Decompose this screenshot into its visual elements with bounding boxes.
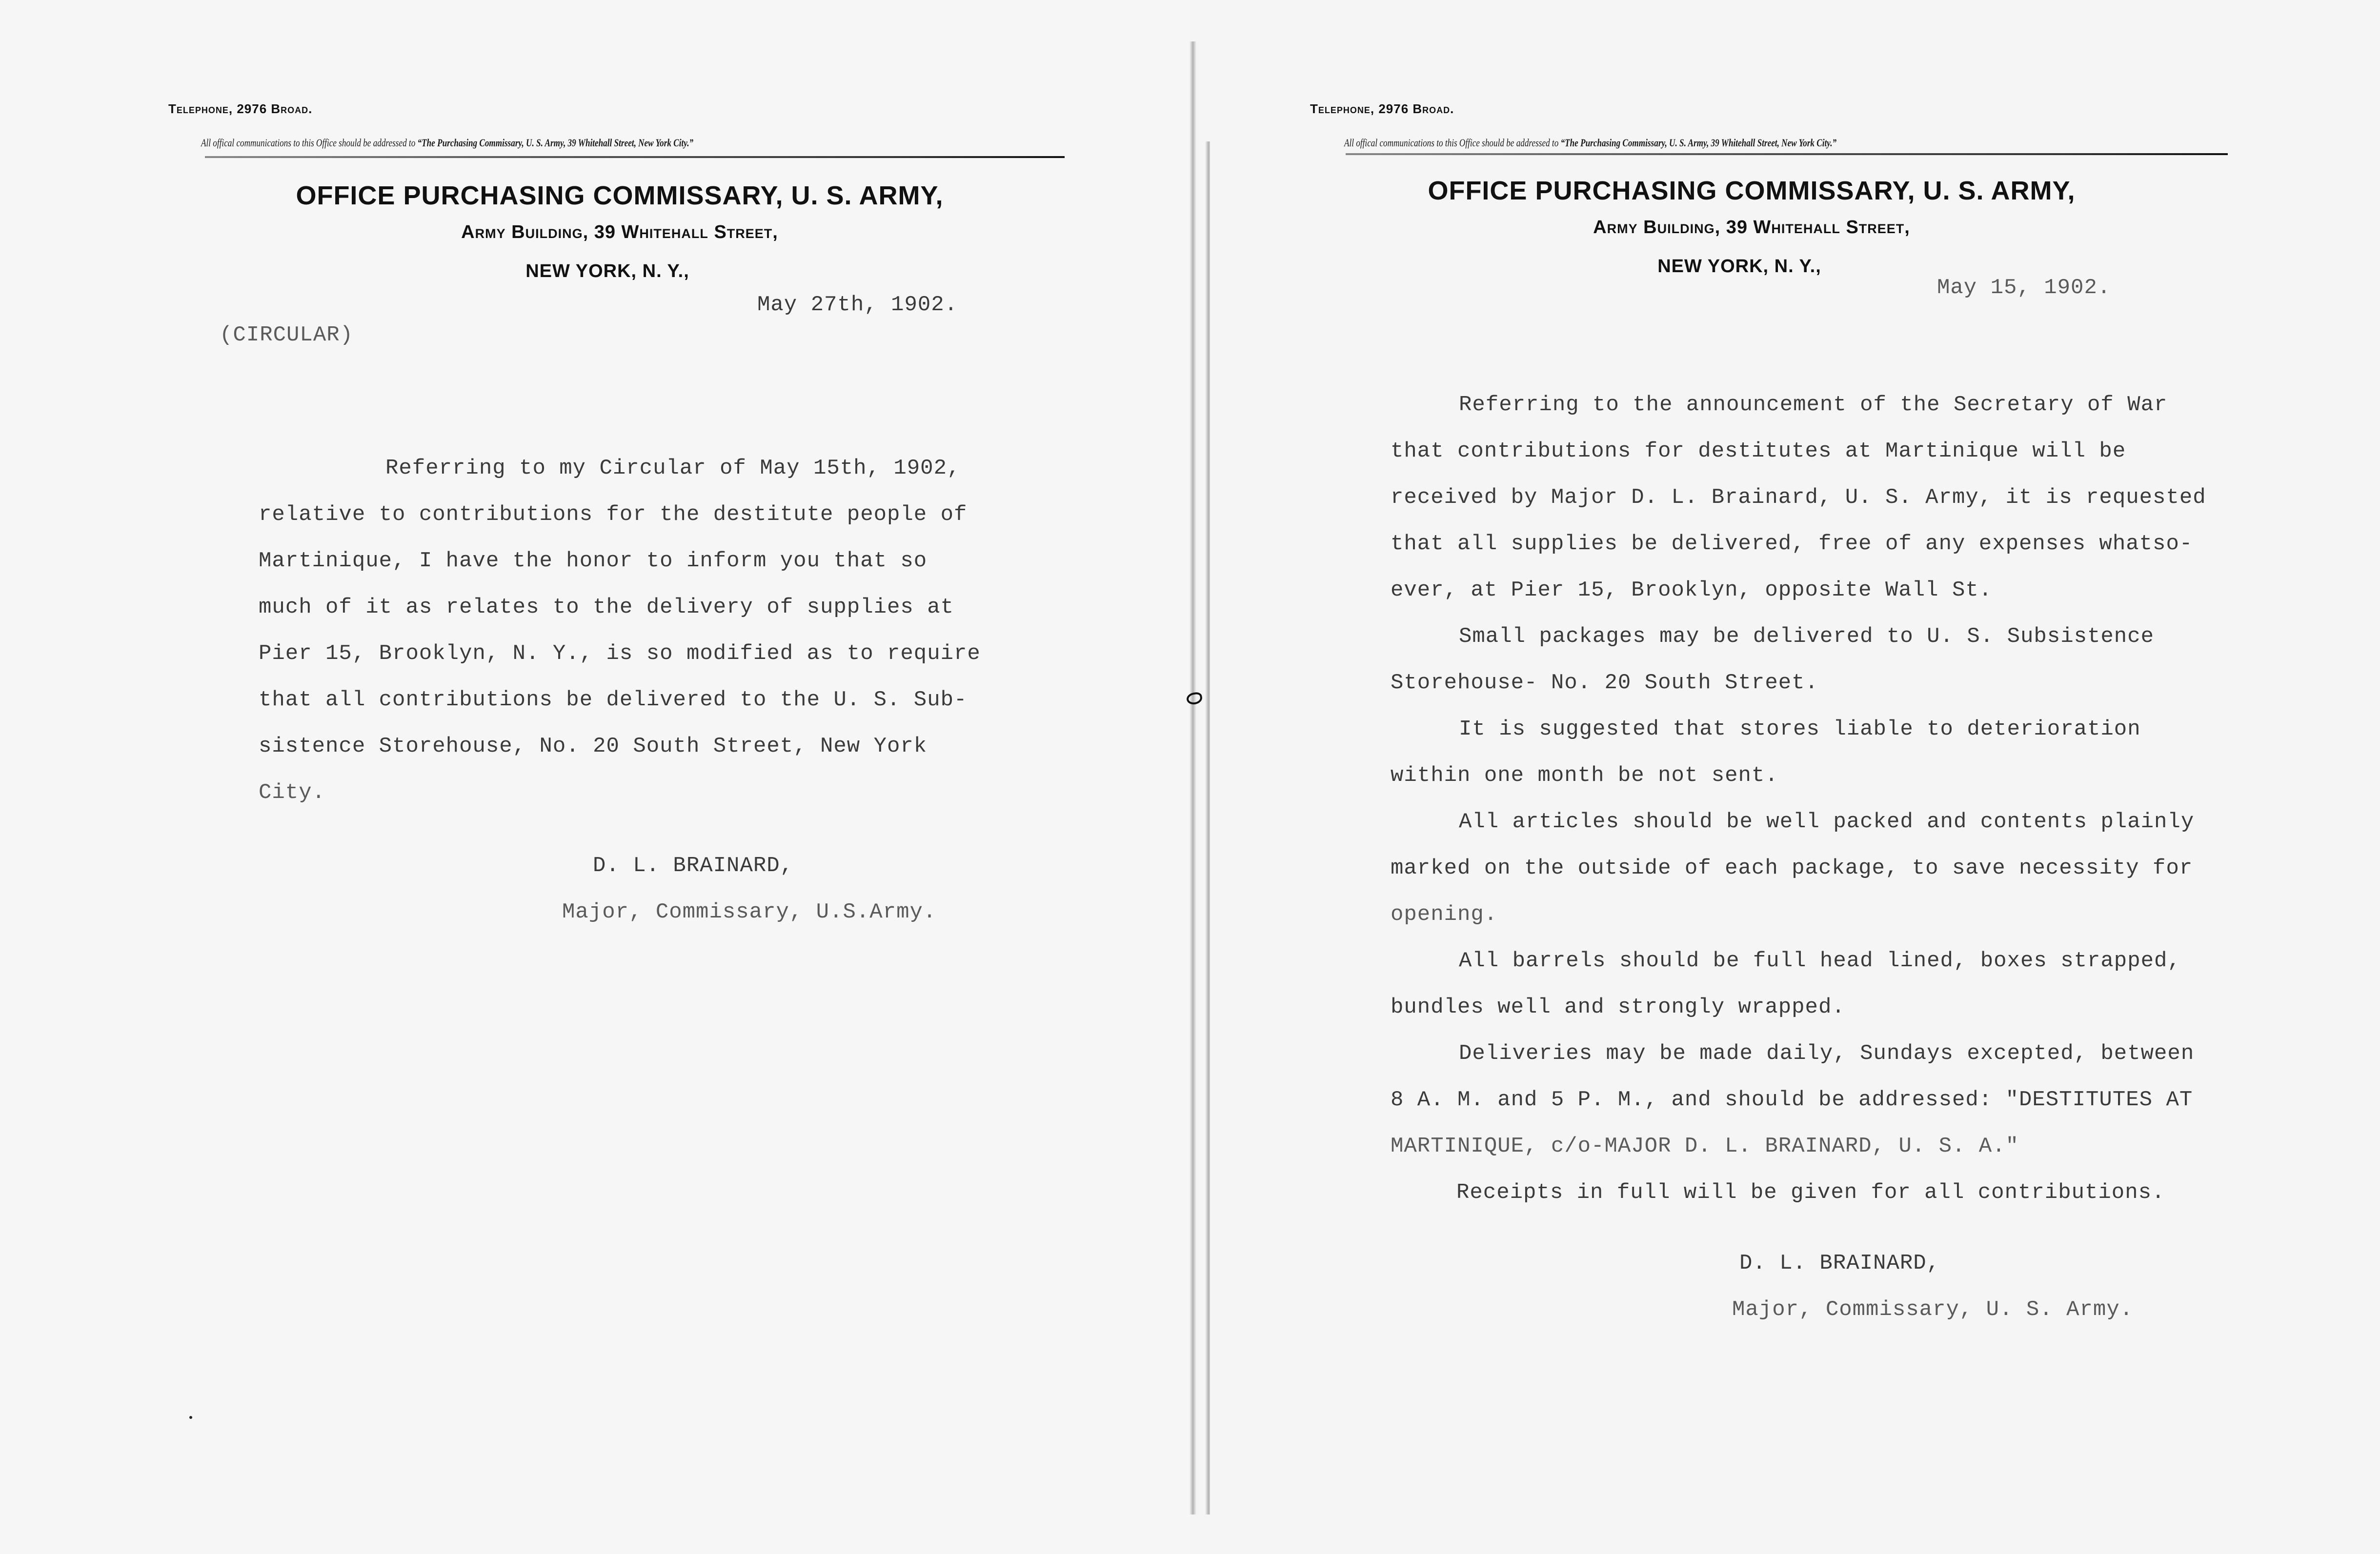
- body-line: received by Major D. L. Brainard, U. S. Army, it is requested: [1391, 485, 2206, 510]
- body-line: Martinique, I have the honor to inform you that so: [259, 549, 928, 573]
- telephone-line: Telephone, 2976 Broad.: [168, 101, 313, 116]
- letterhead-rule: [1346, 153, 2228, 155]
- letter-date: May 27th, 1902.: [757, 293, 958, 317]
- body-line: City.: [259, 780, 326, 805]
- body-line: relative to contributions for the destitute people of: [259, 502, 968, 527]
- notice-address: “The Purchasing Commissary, U. S. Army, 39 Whitehall Street, New York City.”: [417, 137, 694, 149]
- body-line: ever, at Pier 15, Brooklyn, opposite Wall St.: [1391, 578, 1993, 602]
- body-line: sistence Storehouse, No. 20 South Street, New York: [259, 734, 928, 758]
- notice-prefix: All offical communications to this Office should be addressed to: [201, 137, 416, 149]
- body-line: marked on the outside of each package, to save necessity for: [1391, 856, 2193, 880]
- telephone-line: Telephone, 2976 Broad.: [1310, 101, 1454, 116]
- body-line: All articles should be well packed and contents plainly: [1459, 810, 2195, 834]
- body-line: Deliveries may be made daily, Sundays excepted, between: [1459, 1041, 2195, 1066]
- letterhead-notice: [1344, 137, 1836, 149]
- office-title: OFFICE PURCHASING COMMISSARY, U. S. ARMY,: [296, 181, 944, 210]
- body-line: within one month be not sent.: [1391, 763, 1778, 788]
- office-city: NEW YORK, N. Y.,: [525, 261, 689, 281]
- body-line: Storehouse- No. 20 South Street.: [1391, 671, 1818, 695]
- body-line: Referring to the announcement of the Secretary of War: [1459, 393, 2168, 417]
- body-line: MARTINIQUE, c/o-MAJOR D. L. BRAINARD, U. S. A.": [1391, 1134, 2019, 1158]
- letterhead-notice: [201, 137, 693, 149]
- notice-address: “The Purchasing Commissary, U. S. Army, 39 Whitehall Street, New York City.”: [1560, 137, 1837, 149]
- body-line: much of it as relates to the delivery of supplies at: [259, 595, 954, 619]
- body-line: Receipts in full will be given for all contributions.: [1456, 1180, 2165, 1205]
- body-line: All barrels should be full head lined, boxes strapped,: [1459, 949, 2181, 973]
- body-line: It is suggested that stores liable to deterioration: [1459, 717, 2141, 741]
- office-title: OFFICE PURCHASING COMMISSARY, U. S. ARMY,: [1428, 176, 2076, 205]
- body-line: that all contributions be delivered to the U. S. Sub-: [259, 688, 968, 712]
- office-building: Army Building, 39 Whitehall Street,: [1593, 217, 1910, 238]
- letterhead-rule: [205, 156, 1065, 158]
- body-line: Referring to my Circular of May 15th, 1902,: [385, 456, 961, 480]
- paper-speck: [189, 1416, 192, 1419]
- body-line: opening.: [1391, 902, 1498, 927]
- body-line: Pier 15, Brooklyn, N. Y., is so modified as to require: [259, 641, 981, 666]
- signature-name: D. L. BRAINARD,: [593, 854, 794, 878]
- body-line: 8 A. M. and 5 P. M., and should be addressed: "DESTITUTES AT: [1391, 1088, 2193, 1112]
- circular-label: (CIRCULAR): [220, 323, 354, 347]
- page-divider-left: [1190, 41, 1196, 1514]
- body-line: that all supplies be delivered, free of any expenses whatso-: [1391, 532, 2193, 556]
- signature-title: Major, Commissary, U. S. Army.: [1732, 1297, 2134, 1322]
- body-line: that contributions for destitutes at Martinique will be: [1391, 439, 2126, 463]
- notice-prefix: All offical communications to this Office should be addressed to: [1344, 137, 1559, 149]
- signature-title: Major, Commissary, U.S.Army.: [562, 900, 937, 924]
- right-page: [1210, 0, 2380, 1554]
- office-city: NEW YORK, N. Y.,: [1657, 256, 1821, 277]
- body-line: Small packages may be delivered to U. S. Subsistence: [1459, 624, 2155, 649]
- signature-name: D. L. BRAINARD,: [1739, 1251, 1940, 1275]
- letter-date: May 15, 1902.: [1937, 276, 2111, 300]
- body-line: bundles well and strongly wrapped.: [1391, 995, 1845, 1019]
- office-building: Army Building, 39 Whitehall Street,: [461, 222, 778, 242]
